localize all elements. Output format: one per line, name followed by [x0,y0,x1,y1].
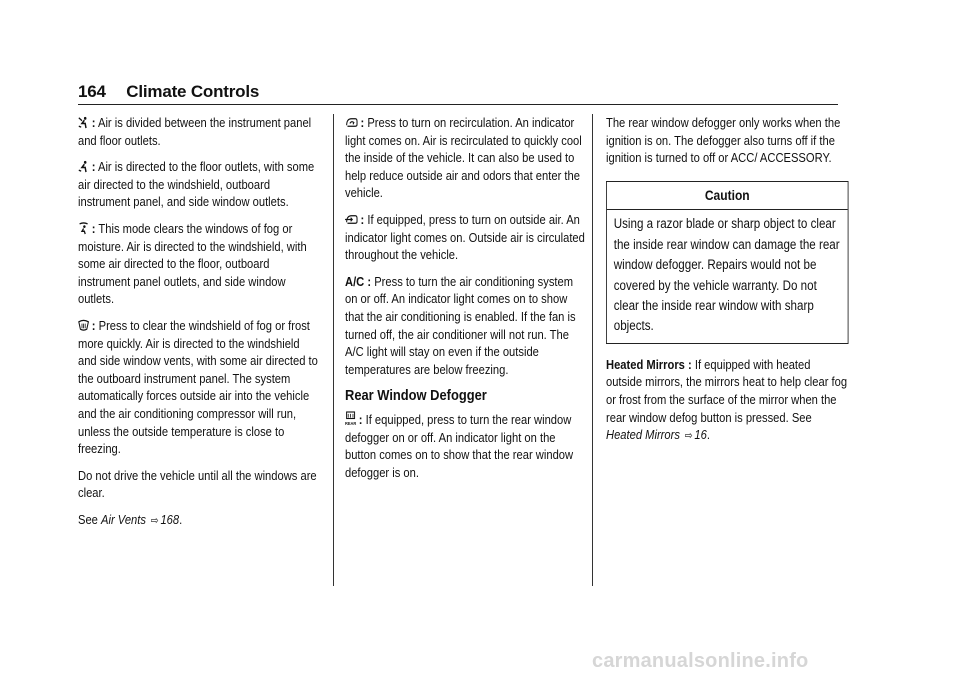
heated-mirrors-link[interactable]: Heated Mirrors [606,427,680,443]
heated-mirrors-page[interactable]: 16 [694,427,707,443]
outside-air-paragraph [345,211,588,264]
outside-air-text: If equipped, press to turn on outside air. An indicator light comes on. Outside air is circulated throughout the vehicle. [345,211,585,263]
page-header [78,82,259,102]
defog-text: This mode clears the windows of fog or moisture. Air is directed to the windshield, with some air directed to the floor, outboard instrument panel outlets, and side window outlets. [78,220,307,307]
page-number: 164 [78,82,106,101]
ac-label: A/C : [345,273,372,289]
heated-mirrors-text: If equipped with heated outside mirrors, the mirrors heat to help clear fog or frost from the surface of the mirror when the rear window defog button is pressed. See [606,356,848,425]
rear-defog-label: : [358,411,363,427]
rear-window-defogger-heading: Rear Window Defogger [345,387,487,405]
svg-text:REAR: REAR [345,420,357,426]
page-ref-arrow-icon: ⇨ [684,430,693,443]
defog-paragraph [78,220,321,308]
outside-air-label: : [360,211,365,227]
bilevel-mode-icon [78,116,89,129]
bilevel-paragraph [78,114,321,149]
air-vents-link[interactable]: Air Vents [101,511,146,527]
recirculation-icon [345,116,358,129]
defog-mode-icon [78,222,89,235]
mirrors-suffix: . [706,427,710,443]
column-divider-1 [333,114,334,586]
floor-label: : [91,159,96,175]
rear-defog-text: If equipped, press to turn the rear window defogger on or off. An indicator light on the button comes on to show that the rear window defogger is on. [345,411,574,480]
floor-text: Air is directed to the floor outlets, with some air directed to the windshield, outboard instrument panel, and side window outlets. [78,159,315,210]
caution-text: Using a razor blade or sharp object to clear the inside rear window can damage the rear window defogger. Repairs would not be covered by the vehicle warranty. Do not clear the inside rear window with sharp objects. [613,216,840,334]
rear-defog-paragraph [345,411,588,481]
see-suffix: . [179,511,183,527]
defrost-mode-icon [78,319,89,332]
section-title: Climate Controls [126,82,260,101]
column-2 [345,114,588,490]
heated-mirrors-paragraph [606,356,849,446]
defogger-intro: The rear window defogger only works when the ignition is on. The defogger also turns off if the ignition is turned to off or ACC/ ACCESSORY. [606,115,841,166]
caution-title: Caution [607,182,848,211]
defrost-text: Press to clear the windshield of fog or frost more quickly. Air is directed to the windshield and side window vents, with some air directed to the outboard instrument panel. The system automatically forces outside air into the vehicle and the air conditioning compressor will run, unless the outside temperature is close to freezing. [78,317,318,457]
header-divider [78,104,838,105]
caution-box [606,181,849,344]
bilevel-label: : [91,115,96,130]
outside-air-icon [345,213,358,226]
air-vents-page[interactable]: 168 [160,511,180,527]
floor-paragraph [78,158,321,211]
page-ref-arrow-icon: ⇨ [150,514,159,527]
defog-label: : [91,220,96,236]
recirc-label: : [360,115,365,130]
recirc-text: Press to turn on recirculation. An indicator light comes on. Air is recirculated to quickly cool the inside of the vehicle. It can also be used to help reduce outside air and odors that enter the vehicle. [345,115,582,201]
ac-text: Press to turn the air conditioning system on or off. An indicator light comes on to show that the air conditioning is enabled. If the fan is turned off, the air conditioner will not run. The A/C light will stay on even if the outside temperatures are below freezing. [345,273,576,377]
rear-defog-icon [345,411,356,426]
floor-mode-icon [78,160,89,173]
watermark: carmanualsonline.info [592,650,809,672]
heated-mirrors-label: Heated Mirrors : [606,356,692,372]
bilevel-text: Air is divided between the instrument panel and floor outlets. [78,115,312,148]
column-3 [606,114,849,455]
see-reference [78,511,321,531]
column-1 [78,114,321,539]
recirc-paragraph [345,114,588,202]
note-paragraph: Do not drive the vehicle until all the windows are clear. [78,467,317,501]
defrost-paragraph [78,317,321,458]
defrost-label: : [91,317,96,333]
ac-paragraph [345,273,588,379]
see-prefix: See [78,511,98,527]
column-divider-2 [592,114,593,586]
